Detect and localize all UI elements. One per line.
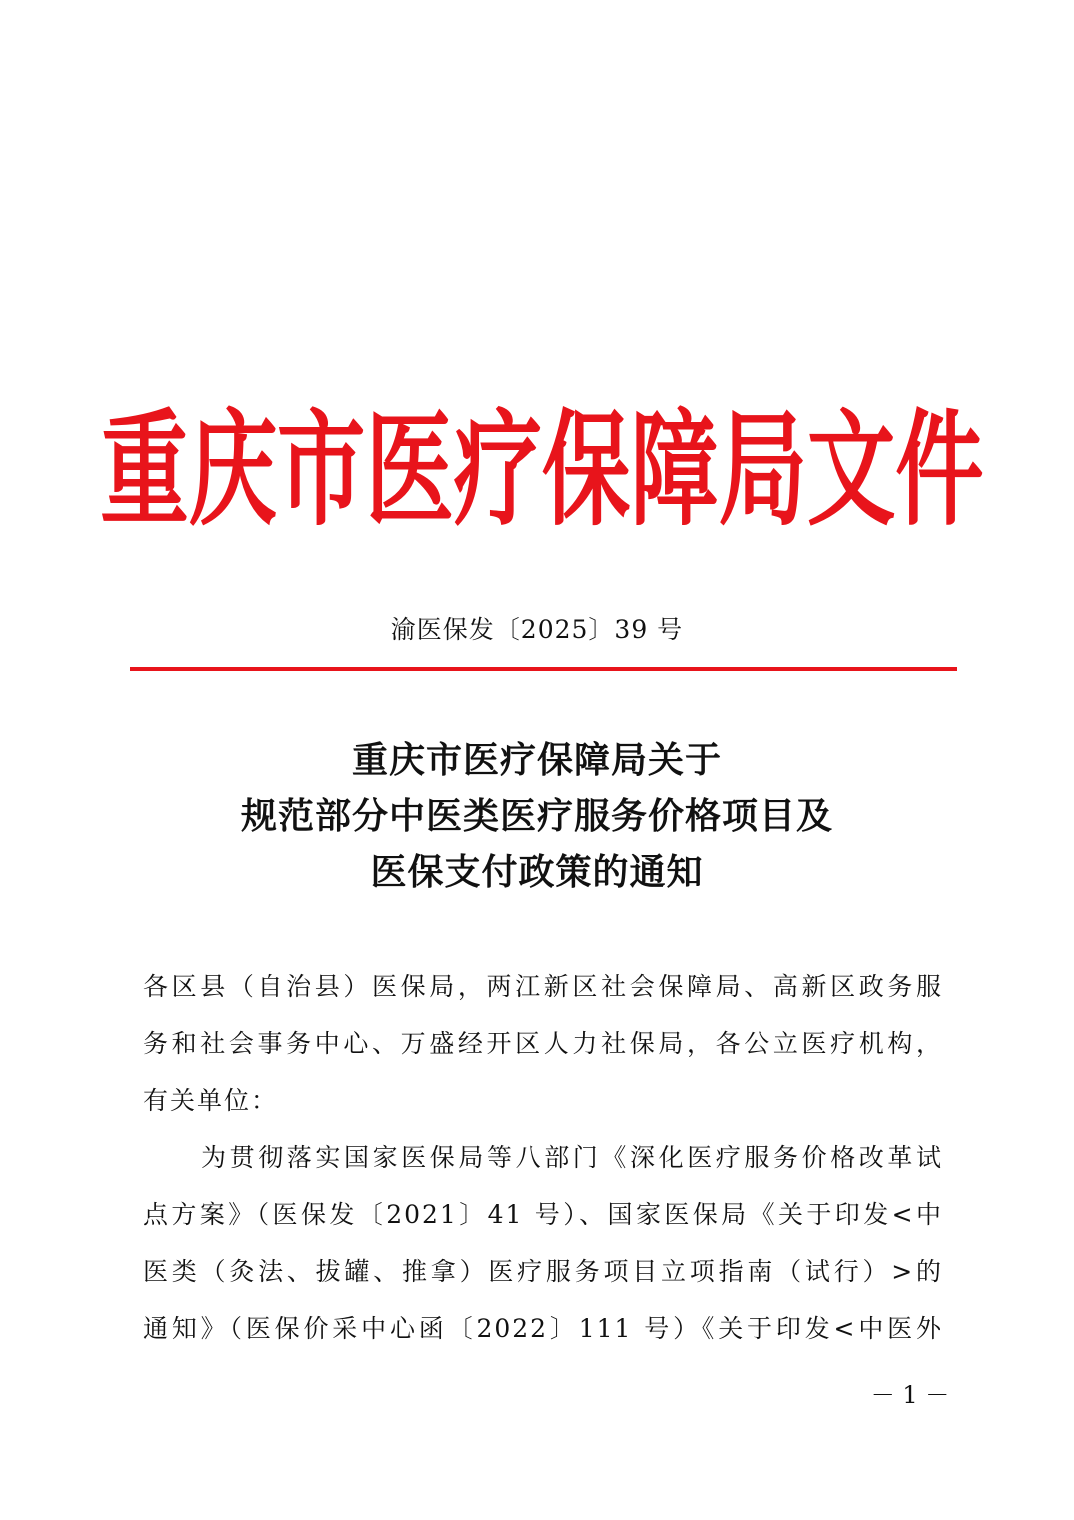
addressee-line: 各区县（自治县）医保局，两江新区社会保障局、高新区政务服 [143,972,943,1001]
title-line: 重庆市医疗保障局关于 [351,739,722,781]
paragraph-line: 医类（灸法、拔罐、推拿）医疗服务项目立项指南（试行）>的 [143,1257,943,1286]
paragraph-line: 为贯彻落实国家医保局等八部门《深化医疗服务价格改革试 [201,1143,943,1172]
paragraph-line: 通知》（医保价采中心函〔2022〕111 号）《关于印发<中医外 [143,1314,943,1343]
title-line: 医保支付政策的通知 [370,851,704,893]
document-number: 渝医保发〔2025〕39 号 [390,615,684,644]
document-masthead [100,398,984,544]
page-number: － 1 － [870,1381,950,1409]
masthead-title: 重庆市医疗保障局文件 [100,398,984,543]
notice-body [143,958,943,1357]
title-line: 规范部分中医类医疗服务价格项目及 [240,795,833,837]
addressee-line: 务和社会事务中心、万盛经开区人力社保局，各公立医疗机构， [143,1029,943,1058]
paragraph-line: 点方案》（医保发〔2021〕41 号）、国家医保局《关于印发<中 [143,1200,943,1229]
addressee-line: 有关单位： [143,1086,279,1115]
notice-title [0,732,1074,900]
red-separator-rule [130,667,957,671]
